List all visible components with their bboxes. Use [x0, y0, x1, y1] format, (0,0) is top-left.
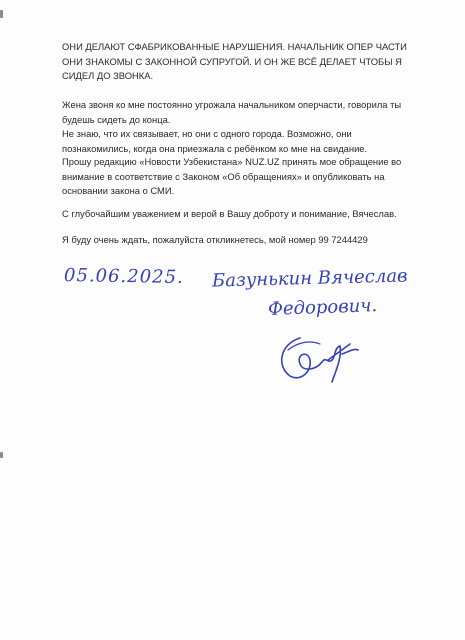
text-line: Жена звоня ко мне постоянно угрожала начальником оперчасти, говорила ты [62, 99, 402, 110]
paragraph-contact [62, 233, 434, 248]
text-line: Прошу редакцию «Новости Узбекистана» NUZ.UZ принять мое обращение во [62, 156, 402, 167]
handwritten-name-line2: Федорович. [267, 295, 378, 320]
text-line: Не знаю, что их связывает, но они с одного города. Возможно, они [62, 128, 352, 140]
handwritten-date: 05.06.2025. [63, 264, 184, 289]
text-line: основании закона о СМИ. [62, 185, 175, 197]
text-line: внимание в соответствие с Законом «Об обращениях» и опубликовать на [62, 170, 385, 182]
text-line: Я буду очень ждать, пожалуйста откликнетесь, мой номер 99 7244429 [62, 234, 368, 245]
text-line: познакомились, когда она приезжала с ребёнком ко мне на свидание. [62, 142, 368, 154]
paragraph-closing [62, 207, 434, 222]
signature [270, 326, 362, 386]
handwritten-name-line1: Базунькин Вячеслав [211, 265, 408, 292]
text-line: СИДЕЛ ДО ЗВОНКА. [62, 70, 154, 82]
paragraph-accusation [62, 40, 434, 84]
text-line: ОНИ ЗНАКОМЫ С ЗАКОННОЙ СУПРУГОЙ. И ОН ЖЕ ВСЁ ДЕЛАЕТ ЧТОБЫ Я [62, 55, 402, 67]
paragraph-wife-threats [62, 98, 434, 156]
scan-edge-mark [0, 452, 3, 458]
paragraph-request [62, 155, 434, 199]
text-line: С глубочайшим уважением и верой в Вашу доброту и понимание, Вячеслав. [62, 208, 397, 219]
scan-edge-mark [0, 10, 3, 18]
text-line: ОНИ ДЕЛАЮТ СФАБРИКОВАННЫЕ НАРУШЕНИЯ. НАЧАЛЬНИК ОПЕР ЧАСТИ [62, 41, 407, 52]
text-line: будешь сидеть до конца. [62, 113, 171, 125]
